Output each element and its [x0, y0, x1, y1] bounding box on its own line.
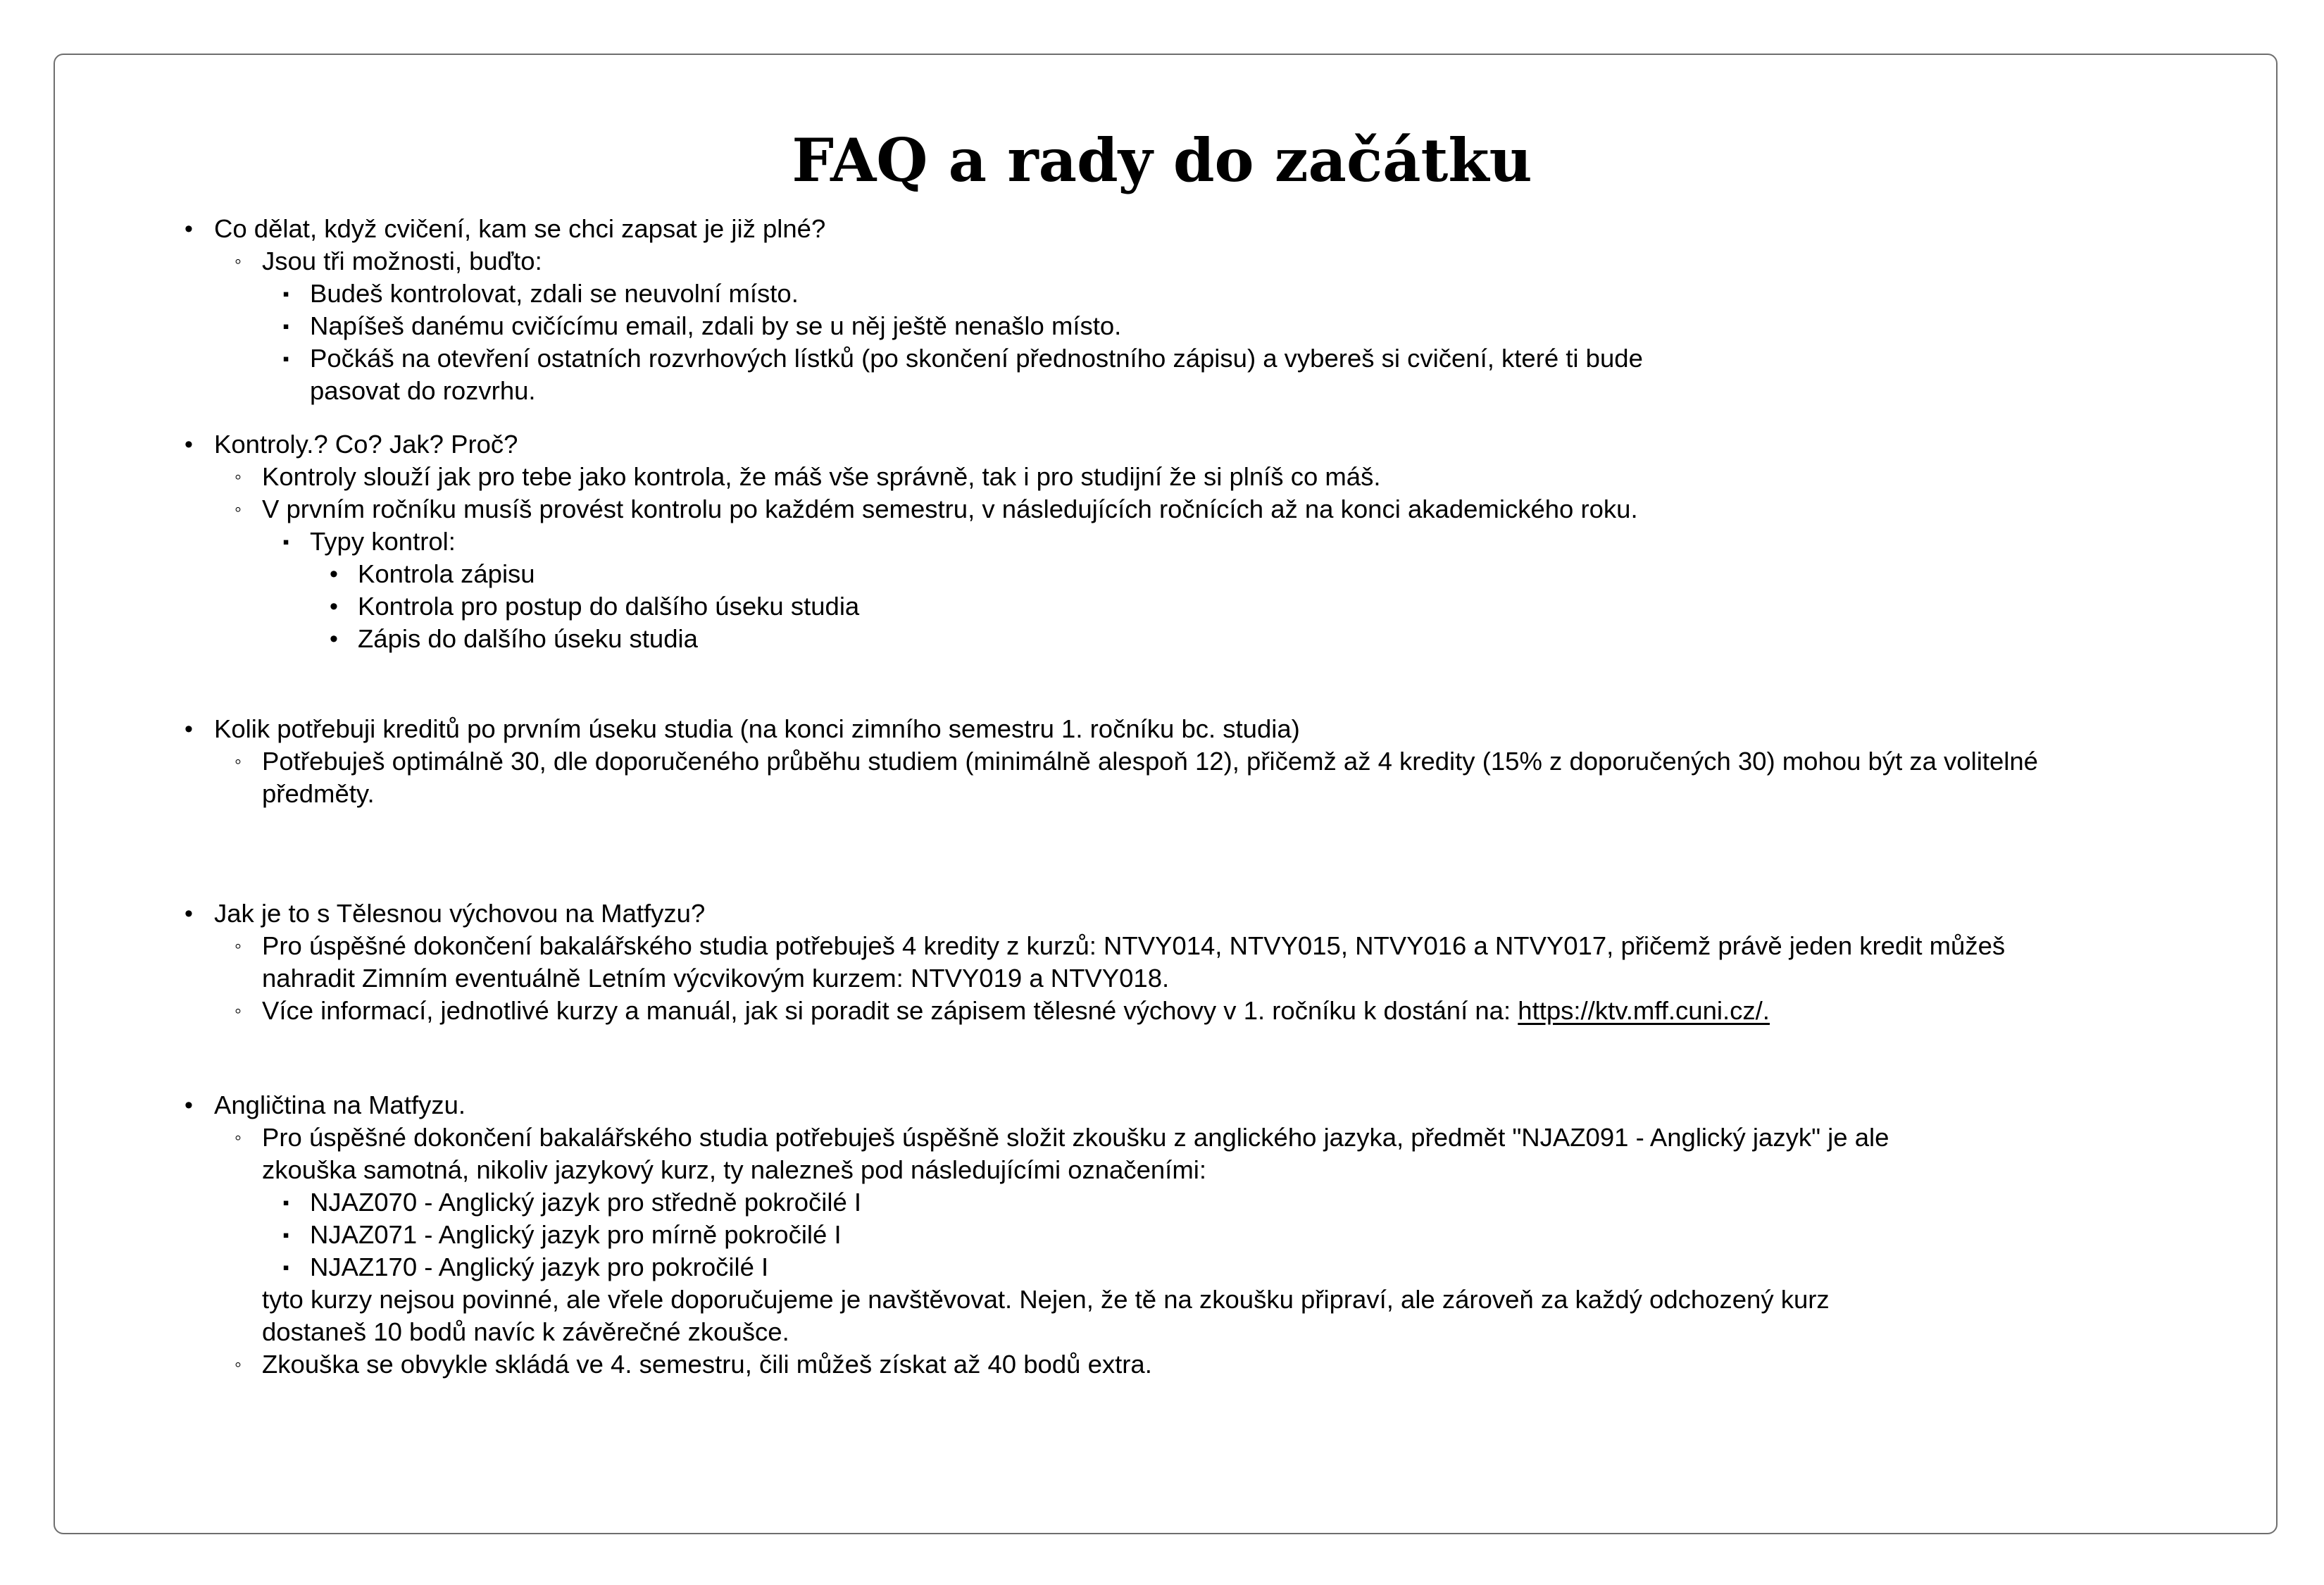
list-item — [262, 995, 1770, 1027]
course-note: tyto kurzy nejsou povinné, ale vřele doporučujeme je navštěvovat. Nejen, že tě na zkoušku připraví, ale zároveň za každý odchozený kurz — [262, 1285, 1830, 1314]
pe-info-text: Více informací, jednotlivé kurzy a manuál, jak si poradit se zápisem tělesné výchovy v 1. ročníku k dostání na: — [262, 996, 1518, 1025]
list-item: Kontrola zápisu — [358, 559, 535, 588]
list-item: NJAZ070 - Anglický jazyk pro středně pokročilé I — [310, 1188, 862, 1217]
bullet-icon: ▪ — [282, 1224, 289, 1245]
bullet-icon: ◦ — [235, 1000, 242, 1021]
list-item: Kontroly slouží jak pro tebe jako kontrola, že máš vše správně, tak i pro studijní že si plníš co máš. — [262, 462, 1381, 491]
list-item: Pro úspěšné dokončení bakalářského studia potřebuješ úspěšně složit zkoušku z anglického jazyka, předmět "NJAZ091 - Anglický jazyk" je ale — [262, 1123, 1889, 1152]
faq-question-controls: Kontroly.? Co? Jak? Proč? — [214, 430, 518, 459]
list-item: NJAZ170 - Anglický jazyk pro pokročilé I — [310, 1253, 769, 1281]
list-item: Počkáš na otevření ostatních rozvrhových lístků (po skončení přednostního zápisu) a vybereš si cvičení, které ti bude — [310, 344, 1643, 373]
bullet-icon: ◦ — [235, 250, 242, 272]
faq-question-english: Angličtina na Matfyzu. — [214, 1090, 466, 1119]
course-note-continuation: dostaneš 10 bodů navíc k závěrečné zkoušce. — [262, 1317, 789, 1346]
bullet-icon: • — [330, 561, 338, 588]
bullet-icon: ◦ — [235, 750, 242, 772]
ktv-link[interactable]: https://ktv.mff.cuni.cz/. — [1518, 996, 1770, 1025]
list-item: Potřebuješ optimálně 30, dle doporučeného průběhu studiem (minimálně alespoň 12), přičemž až 4 kredity (15% z doporučených 30) mohou být za volitelné — [262, 747, 2038, 776]
bullet-icon: • — [185, 1092, 193, 1119]
list-item: Napíšeš danému cvičícímu email, zdali by se u něj ještě nenašlo místo. — [310, 311, 1122, 340]
bullet-icon: • — [330, 626, 338, 652]
bullet-icon: ▪ — [282, 348, 289, 369]
faq-question-full-class: Co dělat, když cvičení, kam se chci zapsat je již plné? — [214, 214, 826, 243]
bullet-icon: ◦ — [235, 935, 242, 957]
bullet-icon: ▪ — [282, 1257, 289, 1278]
faq-question-credits: Kolik potřebuji kreditů po prvním úseku studia (na konci zimního semestru 1. ročníku bc. studia) — [214, 714, 1300, 743]
list-item: Zkouška se obvykle skládá ve 4. semestru, čili můžeš získat až 40 bodů extra. — [262, 1350, 1152, 1379]
bullet-icon: • — [185, 900, 193, 927]
bullet-icon: • — [330, 593, 338, 620]
list-item: NJAZ071 - Anglický jazyk pro mírně pokročilé I — [310, 1220, 842, 1249]
bullet-icon: ◦ — [235, 1126, 242, 1148]
list-item: Budeš kontrolovat, zdali se neuvolní místo. — [310, 279, 799, 308]
bullet-icon: ▪ — [282, 1192, 289, 1213]
bullet-icon: ◦ — [235, 498, 242, 520]
bullet-icon: ▪ — [282, 531, 289, 552]
bullet-icon: ▪ — [282, 316, 289, 337]
list-item-continuation: předměty. — [262, 779, 375, 808]
bullet-icon: • — [185, 431, 193, 458]
list-item: Typy kontrol: — [310, 527, 456, 556]
bullet-icon: ◦ — [235, 1353, 242, 1375]
bullet-icon: ▪ — [282, 283, 289, 304]
bullet-icon: ◦ — [235, 466, 242, 487]
list-item-continuation: zkouška samotná, nikoliv jazykový kurz, ty nalezneš pod následujícími označeními: — [262, 1155, 1206, 1184]
list-item: Kontrola pro postup do dalšího úseku studia — [358, 592, 860, 621]
bullet-icon: • — [185, 716, 193, 742]
list-item-continuation: nahradit Zimním eventuálně Letním výcvikovým kurzem: NTVY019 a NTVY018. — [262, 964, 1170, 993]
list-item: V prvním ročníku musíš provést kontrolu po každém semestru, v následujících ročnících až na konci akademického roku. — [262, 495, 1638, 523]
bullet-icon: • — [185, 216, 193, 242]
list-item: Zápis do dalšího úseku studia — [358, 624, 698, 653]
faq-question-pe: Jak je to s Tělesnou výchovou na Matfyzu? — [214, 899, 706, 928]
list-item: Jsou tři možnosti, buďto: — [262, 247, 542, 275]
list-item-continuation: pasovat do rozvrhu. — [310, 376, 536, 405]
list-item: Pro úspěšné dokončení bakalářského studia potřebuješ 4 kredity z kurzů: NTVY014, NTVY015, NTVY016 a NTVY017, přičemž právě jeden kredit můžeš — [262, 931, 2006, 960]
page-title: FAQ a rady do začátku — [792, 125, 1532, 195]
